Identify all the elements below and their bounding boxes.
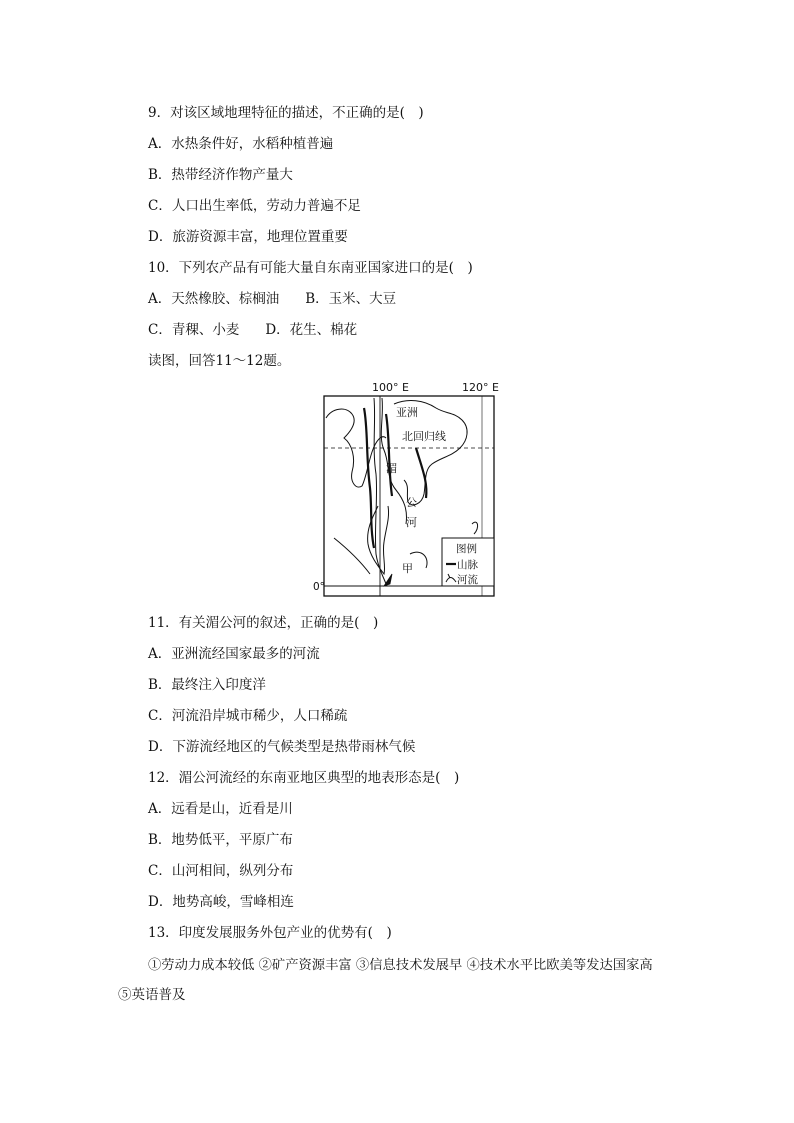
river-label-gong: 公 [406,496,417,509]
mountain-range-central [386,414,392,496]
legend-river-label: 河流 [457,574,478,586]
q10-option-a: A．天然橡胶、棕榈油 [148,291,280,307]
q12-option-c: C．山河相间，纵列分布 [148,863,294,879]
q10-option-d: D．花生、棉花 [265,322,358,338]
label-asia: 亚洲 [396,406,418,419]
q12-option-a: A．远看是山，近看是川 [148,801,293,817]
q10-option-c: C．青稞、小麦 [148,322,240,338]
river-label-mei: 湄 [386,462,397,475]
q11-option-c: C．河流沿岸城市稀少，人口稀疏 [148,708,348,724]
q13-stem: 13．印度发展服务外包产业的优势有( ) [148,925,392,941]
q11-option-b: B．最终注入印度洋 [148,677,266,693]
map-svg [312,378,508,602]
island-sumatra [334,538,370,574]
q12-option-d: D．地势高峻，雪峰相连 [148,894,294,910]
q9-option-b: B．热带经济作物产量大 [148,167,293,183]
q9-option-d: D．旅游资源丰富，地理位置重要 [148,229,348,245]
legend-mountain-label: 山脉 [457,559,478,571]
lon-120-label: 120° E [462,381,499,394]
q11-option-a: A．亚洲流经国家最多的河流 [148,646,320,662]
island-philippines [472,522,478,534]
q13-options-line2: ⑤英语普及 [118,987,186,1003]
mekong-map-figure [312,378,508,602]
label-jia: 甲 [402,562,413,575]
q13-options-line1: ①劳动力成本较低 ②矿产资源丰富 ③信息技术发展早 ④技术水平比欧美等发达国家高 [148,958,653,973]
river-label-he: 河 [406,516,417,529]
lat-0-label: 0° [313,581,325,593]
lon-100-label: 100° E [372,381,409,394]
q12-option-b: B．地势低平，平原广布 [148,832,293,848]
q12-stem: 12．湄公河流经的东南亚地区典型的地表形态是( ) [148,770,460,786]
legend-title: 图例 [456,543,477,555]
q10-options-row2 [148,321,357,339]
q10-stem: 10．下列农产品有可能大量自东南亚国家进口的是( ) [148,260,473,276]
label-tropic: 北回归线 [402,430,446,443]
q11-option-d: D．下游流经地区的气候类型是热带雨林气候 [148,739,416,755]
jia-arrow [384,574,392,586]
q9-option-c: C．人口出生率低，劳动力普遍不足 [148,198,361,214]
q10-option-b: B．玉米、大豆 [305,291,397,307]
q10-options-row1 [148,290,396,308]
q9-option-a: A．水热条件好，水稻种植普遍 [148,136,334,152]
q9-stem: 9．对该区域地理特征的描述，不正确的是( ) [148,105,424,121]
read-map-instruction: 读图，回答11～12题。 [148,353,291,369]
q11-stem: 11．有关湄公河的叙述，正确的是( ) [148,615,379,631]
